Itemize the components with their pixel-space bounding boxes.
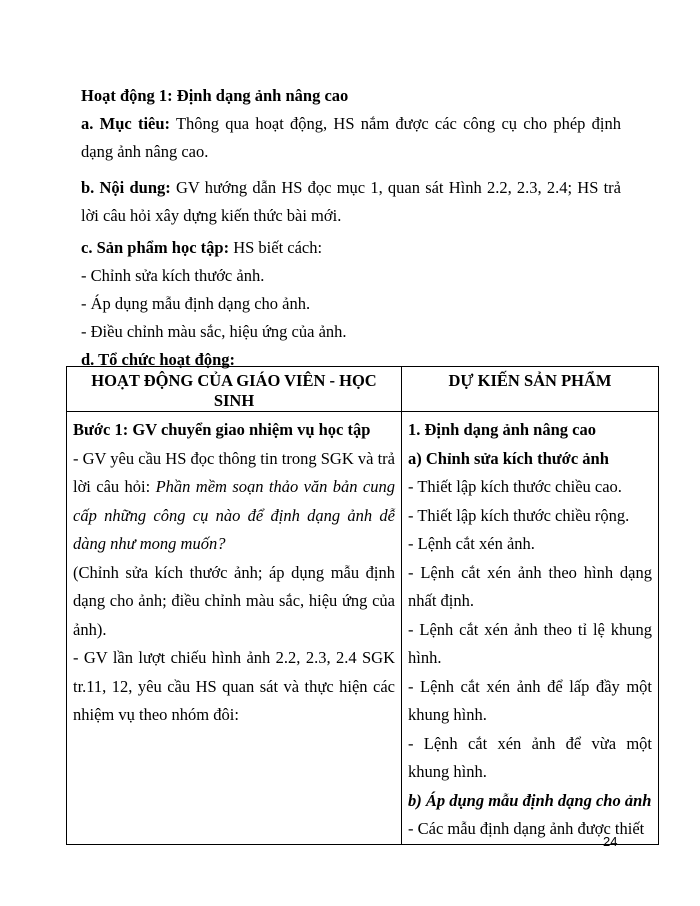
content-paragraph xyxy=(81,174,621,230)
task-prefix: - GV yêu cầu HS đọc thông tin trong SGK và trả lời câu hỏi: xyxy=(73,448,395,496)
organize-heading: d. Tổ chức hoạt động: xyxy=(81,350,236,369)
answer-paragraph: (Chỉnh sửa kích thước ảnh; áp dụng mẫu định dạng cho ảnh; điều chỉnh màu sắc, hiệu ứng của ảnh). xyxy=(73,562,395,639)
list-item: - Thiết lập kích thước chiều cao. xyxy=(408,477,622,496)
list-item: - Lệnh cắt xén ảnh để vừa một khung hình. xyxy=(408,733,652,781)
product-item: - Áp dụng mẫu định dạng cho ảnh. xyxy=(81,294,311,313)
subsection-a-title: a) Chỉnh sửa kích thước ảnh xyxy=(408,448,609,468)
intro-section xyxy=(81,82,621,374)
header-expected-product: DỰ KIẾN SẢN PHẨM xyxy=(402,367,659,412)
objective-text: Thông qua hoạt động, HS nắm được các công cụ cho phép định dạng ảnh nâng cao. xyxy=(81,114,621,161)
objective-paragraph xyxy=(81,110,621,166)
list-item: - Lệnh cắt xén ảnh theo tỉ lệ khung hình. xyxy=(408,619,652,667)
product-line xyxy=(81,234,621,262)
activity-table xyxy=(66,366,659,845)
expected-product-cell xyxy=(402,412,659,845)
section-title: 1. Định dạng ảnh nâng cao xyxy=(408,420,596,439)
projection-paragraph: - GV lần lượt chiếu hình ảnh 2.2, 2.3, 2.4 SGK tr.11, 12, yêu cầu HS quan sát và thực hiện các nhiệm vụ theo nhóm đôi: xyxy=(73,648,395,724)
product-item: - Điều chỉnh màu sắc, hiệu ứng của ảnh. xyxy=(81,322,347,341)
objective-label: a. Mục tiêu: xyxy=(81,114,171,133)
product-item: - Chỉnh sửa kích thước ảnh. xyxy=(81,266,265,285)
list-item: - Lệnh cắt xén ảnh theo hình dạng nhất định. xyxy=(408,562,652,610)
task-paragraph xyxy=(73,445,395,559)
task-question: Phần mềm soạn thảo văn bản cung cấp những công cụ nào để định dạng ảnh dễ dàng như mong muốn? xyxy=(73,477,395,553)
activity-heading: Hoạt động 1: Định dạng ảnh nâng cao xyxy=(81,86,349,105)
list-item: - Thiết lập kích thước chiều rộng. xyxy=(408,505,630,525)
teacher-student-cell xyxy=(67,412,402,845)
step-heading: Bước 1: GV chuyển giao nhiệm vụ học tập xyxy=(73,420,371,439)
page-number: 24 xyxy=(603,834,618,849)
list-item: - Lệnh cắt xén ảnh để lấp đầy một khung hình. xyxy=(408,676,652,724)
product-text: HS biết cách: xyxy=(229,238,323,257)
subsection-b-title: b) Áp dụng mẫu định dạng cho ảnh xyxy=(408,790,652,810)
content-label: b. Nội dung: xyxy=(81,178,171,197)
product-label: c. Sản phẩm học tập: xyxy=(81,238,230,257)
content-text: GV hướng dẫn HS đọc mục 1, quan sát Hình 2.2, 2.3, 2.4; HS trả lời câu hỏi xây dựng kiến thức bài mới. xyxy=(81,178,621,225)
table-row xyxy=(67,412,659,845)
header-teacher-student: HOẠT ĐỘNG CỦA GIÁO VIÊN - HỌC SINH xyxy=(67,367,402,412)
list-item: - Các mẫu định dạng ảnh được thiết xyxy=(408,819,645,838)
list-item: - Lệnh cắt xén ảnh. xyxy=(408,534,535,553)
table-header-row xyxy=(67,367,659,412)
